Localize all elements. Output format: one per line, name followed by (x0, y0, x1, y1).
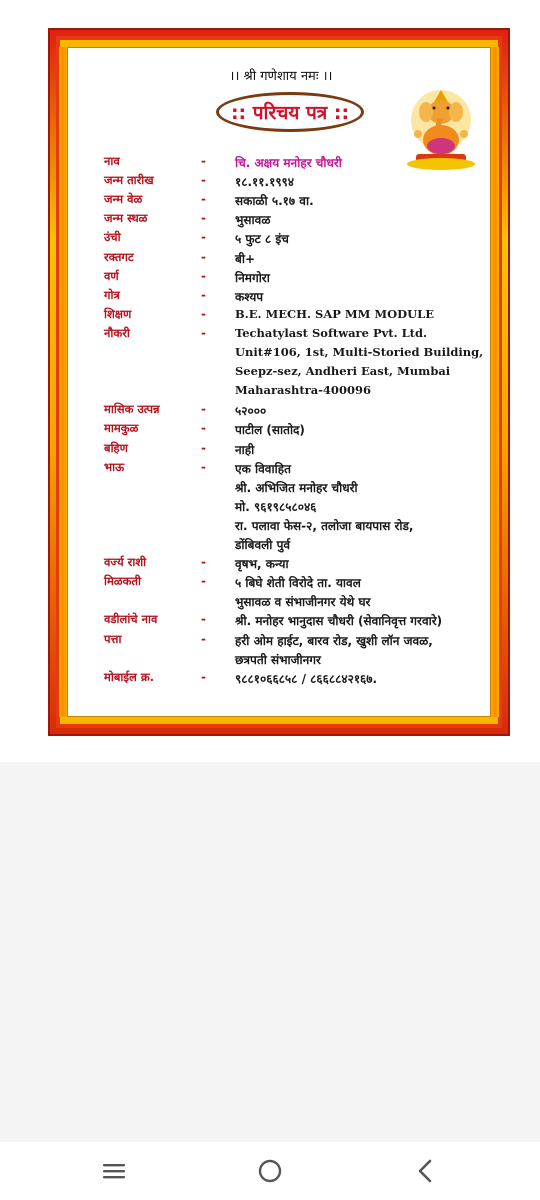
field-separator: - (201, 402, 206, 417)
field-separator: - (201, 574, 206, 589)
field-value: श्री. मनोहर भानुदास चौधरी (सेवानिवृत्त गरवारे) (235, 614, 443, 629)
field-value: ५ फुट ८ इंच (235, 232, 289, 247)
field-separator: - (201, 325, 206, 340)
field-value: ९८८१०६६८५८ / ८६६८८४२१६७. (235, 671, 378, 686)
field-value: कश्यप (235, 289, 264, 304)
field-separator: - (201, 230, 206, 245)
field-separator: - (201, 268, 206, 283)
field-label: जन्म तारीख (104, 173, 154, 188)
field-label: रक्तगट (104, 249, 134, 264)
invocation-text: ।। श्री गणेशाय नमः ।। (229, 69, 333, 84)
biodata-card[interactable] (48, 28, 510, 736)
field-label: मिळकती (104, 574, 141, 589)
field-label: वर्ज्य राशी (104, 555, 147, 570)
field-label: नौकरी (104, 325, 130, 340)
field-separator: - (201, 306, 206, 321)
field-separator: - (201, 459, 206, 474)
field-label: भाऊ (104, 459, 125, 474)
field-value: Maharashtra-400096 (235, 383, 371, 398)
field-value: रा. पलावा फेस-२, तलोजा बायपास रोड, (235, 518, 414, 533)
field-value: B.E. MECH. SAP MM MODULE (235, 306, 434, 321)
field-label: वर्ण (104, 268, 119, 283)
field-value: भुसावळ (235, 213, 271, 228)
field-label: शिक्षण (104, 306, 132, 321)
field-value: ५ बिघे शेती विरोदे ता. यावल (235, 576, 361, 591)
field-separator: - (201, 211, 206, 226)
field-label: पत्ता (104, 631, 122, 646)
field-label: नाव (104, 154, 120, 168)
field-separator: - (201, 421, 206, 436)
field-value: Seepz-sez, Andheri East, Mumbai (235, 364, 451, 379)
field-label: मामकुळ (104, 421, 139, 436)
field-value: डोंबिवली पुर्व (235, 538, 291, 552)
field-label: वडीलांचे नाव (104, 612, 158, 627)
field-label: मोबाईल क्र. (104, 669, 155, 684)
document-title: :: परिचय पत्र :: (216, 92, 364, 132)
field-value: Techatylast Software Pvt. Ltd. (235, 325, 428, 340)
field-separator: - (201, 440, 206, 455)
field-value: चि. अक्षय मनोहर चौधरी (235, 156, 342, 170)
field-separator: - (201, 669, 206, 684)
back-icon[interactable] (410, 1156, 442, 1186)
android-nav-bar (0, 1142, 540, 1200)
field-separator: - (201, 555, 206, 570)
home-icon[interactable] (254, 1156, 286, 1186)
field-value: Unit#106, 1st, Multi-Storied Building, (235, 345, 484, 359)
field-label: जन्म वेळ (104, 192, 143, 207)
field-label: उंची (104, 230, 121, 245)
field-value: भुसावळ व संभाजीनगर येथे घर (235, 595, 371, 610)
field-separator: - (201, 249, 206, 264)
field-value: श्री. अभिजित मनोहर चौधरी (235, 480, 358, 495)
field-value: वृषभ, कन्या (235, 557, 289, 572)
recents-icon[interactable] (98, 1156, 130, 1186)
viewer-empty-area (0, 762, 540, 1142)
field-value: नाही (235, 442, 255, 457)
field-value: एक विवाहित (235, 461, 291, 476)
field-value: मो. ९६१९८५८०४६ (235, 499, 317, 514)
field-value: ५२००० (235, 404, 267, 419)
field-label: बहिण (104, 440, 128, 455)
biodata-fields (50, 30, 512, 738)
field-value: छत्रपती संभाजीनगर (235, 652, 321, 667)
field-value: निमगोरा (235, 270, 270, 285)
field-separator: - (201, 287, 206, 302)
field-separator: - (201, 612, 206, 627)
field-separator: - (201, 631, 206, 646)
field-separator: - (201, 154, 206, 168)
field-separator: - (201, 173, 206, 188)
field-value: १८.११.१९९४ (235, 175, 295, 190)
field-value: सकाळी ५.१७ वा. (235, 194, 314, 209)
field-value: बी+ (235, 251, 256, 266)
field-value: हरी ओम हाईट, बारव रोड, खुशी लॉन जवळ, (235, 633, 433, 648)
field-label: गोत्र (104, 287, 120, 302)
field-value: पाटील (सातोद) (235, 423, 305, 438)
field-label: जन्म स्थळ (104, 211, 148, 226)
field-label: मासिक उत्पन्न (104, 402, 160, 417)
field-separator: - (201, 192, 206, 207)
